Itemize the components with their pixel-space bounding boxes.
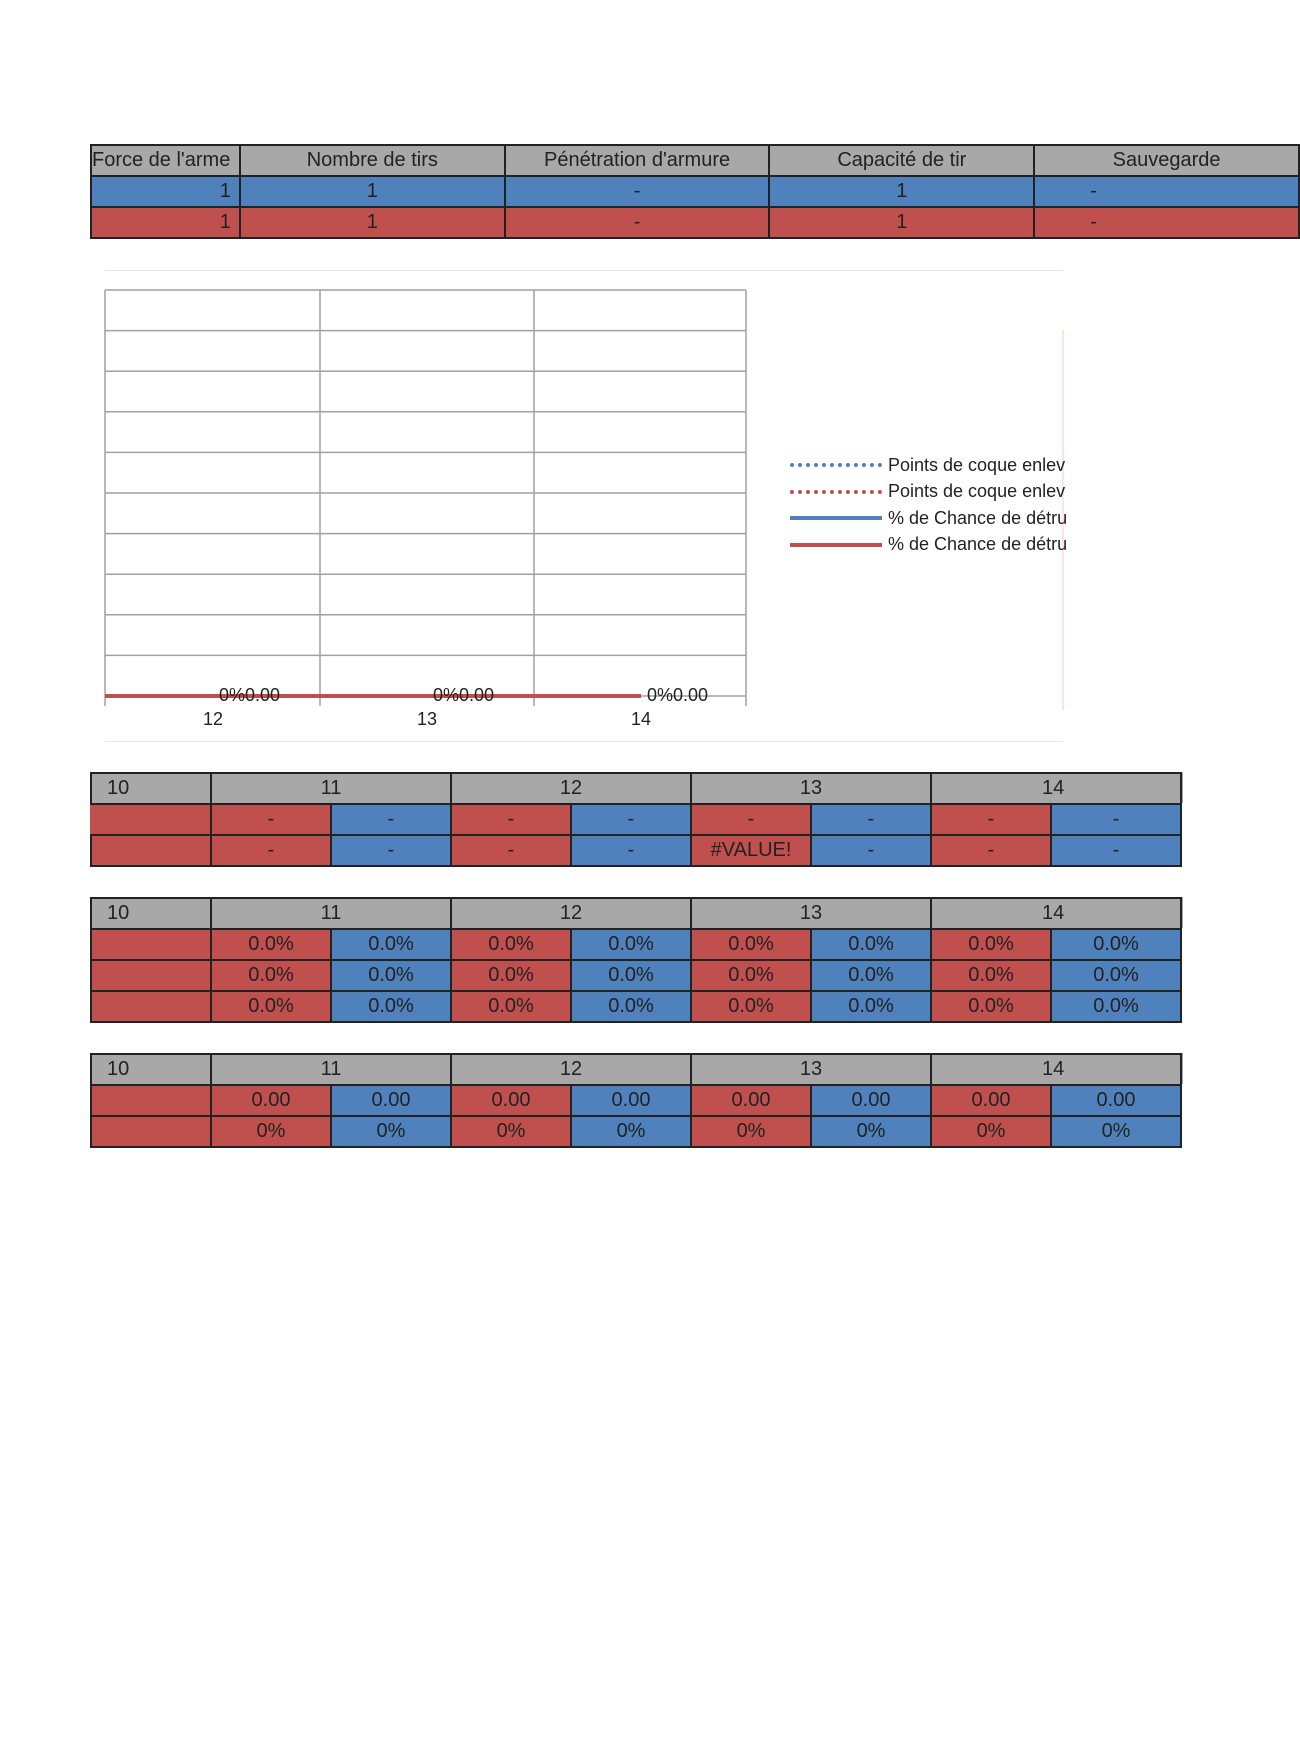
- table-cell: 0.00: [331, 1085, 451, 1116]
- header-cell: 13: [691, 1054, 931, 1085]
- table-cell: [91, 960, 211, 991]
- table-cell: -: [571, 804, 691, 835]
- table-cell: 0.0%: [571, 929, 691, 960]
- table-cell: 0%: [571, 1116, 691, 1147]
- header-cell: 10: [91, 773, 211, 804]
- table-cell: 0.0%: [331, 960, 451, 991]
- header-cell: Force de l'arme: [91, 145, 240, 176]
- table-cell: 0%: [451, 1116, 571, 1147]
- table-cell: 0.0%: [331, 929, 451, 960]
- table-cell: 0.00: [931, 1085, 1051, 1116]
- table-cell: 0.0%: [931, 960, 1051, 991]
- table-cell: 0.00: [1051, 1085, 1181, 1116]
- table-cell: 0%: [1051, 1116, 1181, 1147]
- table-cell: 0.00: [451, 1085, 571, 1116]
- header-cell: 12: [451, 773, 691, 804]
- table-cell: -: [211, 804, 331, 835]
- table-cell: 0.0%: [211, 929, 331, 960]
- table-cell: -: [811, 804, 931, 835]
- x-tick-label: 13: [416, 709, 438, 729]
- table-cell: 0.00: [571, 1085, 691, 1116]
- table4-header-row: [91, 1054, 1181, 1085]
- table-cell: -: [1051, 835, 1181, 866]
- legend-label: % de Chance de détru: [888, 507, 1068, 528]
- table-cell: 1: [240, 207, 505, 238]
- table-cell: 0.0%: [691, 991, 811, 1022]
- table4: [90, 1053, 1182, 1148]
- legend-item: [790, 505, 1068, 532]
- table-cell: -: [451, 804, 571, 835]
- table-cell: -: [505, 176, 770, 207]
- table-cell: 0.0%: [691, 929, 811, 960]
- table3-header-row: [91, 898, 1181, 929]
- table-cell: 0%: [211, 1116, 331, 1147]
- table-cell: -: [505, 207, 770, 238]
- table-cell: -: [1034, 207, 1299, 238]
- table-cell: [91, 991, 211, 1022]
- legend-swatch: [790, 463, 882, 467]
- legend-label: Points de coque enlev: [888, 454, 1066, 475]
- header-cell: 11: [211, 773, 451, 804]
- legend-item: [790, 479, 1066, 506]
- chart-gridlines: [105, 290, 746, 706]
- table-cell: 0.0%: [211, 991, 331, 1022]
- table-cell: 0%: [931, 1116, 1051, 1147]
- header-cell: 11: [211, 1054, 451, 1085]
- table-cell: 1: [769, 207, 1034, 238]
- table-row: [91, 1085, 1181, 1116]
- header-cell: 12: [451, 898, 691, 929]
- table-cell: -: [331, 804, 451, 835]
- table-cell: 0.0%: [931, 991, 1051, 1022]
- table-cell: 0%: [811, 1116, 931, 1147]
- table-cell: -: [931, 835, 1051, 866]
- legend-swatch: [790, 516, 882, 520]
- table3: [90, 897, 1182, 1023]
- header-cell: Sauvegarde: [1034, 145, 1299, 176]
- line-chart: [0, 0, 1241, 760]
- table-cell: 1: [91, 207, 240, 238]
- table-cell: 0%: [331, 1116, 451, 1147]
- table-cell: 0.0%: [1051, 929, 1181, 960]
- legend-label: Points de coque enlev: [888, 481, 1066, 502]
- table-cell: 0.0%: [811, 929, 931, 960]
- header-cell: 13: [691, 773, 931, 804]
- data-label: 0%0.00: [219, 685, 281, 705]
- data-label: 0%0.00: [647, 685, 709, 705]
- header-cell: 11: [211, 898, 451, 929]
- table-cell: 0.0%: [211, 960, 331, 991]
- table-cell: -: [1051, 804, 1181, 835]
- table-cell: 1: [240, 176, 505, 207]
- legend-item: [790, 532, 1068, 559]
- table-cell: 0%: [691, 1116, 811, 1147]
- table-cell: #VALUE!: [691, 835, 811, 866]
- table-cell: 0.0%: [811, 991, 931, 1022]
- table-cell: 0.0%: [451, 960, 571, 991]
- table-cell: -: [1034, 176, 1299, 207]
- data-label: 0%0.00: [433, 685, 495, 705]
- table-cell: 0.0%: [811, 960, 931, 991]
- table4-clip: [105, 1053, 1136, 1149]
- table-row: [91, 1116, 1181, 1147]
- table-cell: 1: [769, 176, 1034, 207]
- legend-swatch: [790, 543, 882, 547]
- header-cell: 14: [931, 1054, 1181, 1085]
- table-cell: [91, 804, 211, 835]
- table-cell: [91, 1085, 211, 1116]
- table-cell: 0.0%: [331, 991, 451, 1022]
- table-row: [91, 929, 1181, 960]
- table-cell: -: [691, 804, 811, 835]
- x-tick-label: 12: [202, 709, 224, 729]
- table-cell: [91, 835, 211, 866]
- table-cell: 0.0%: [1051, 960, 1181, 991]
- header-cell: 14: [931, 773, 1181, 804]
- table-cell: -: [931, 804, 1051, 835]
- table-row: [91, 991, 1181, 1022]
- table-cell: 0.0%: [571, 991, 691, 1022]
- chart-legend: [790, 452, 1068, 558]
- table-cell: [91, 929, 211, 960]
- table-cell: 0.00: [691, 1085, 811, 1116]
- table2: [90, 772, 1182, 867]
- legend-label: % de Chance de détru: [888, 534, 1068, 555]
- table2-clip: [105, 772, 1120, 868]
- table-cell: 0.0%: [451, 929, 571, 960]
- table-cell: -: [211, 835, 331, 866]
- header-cell: Capacité de tir: [769, 145, 1034, 176]
- table-cell: 0.0%: [451, 991, 571, 1022]
- table2-header-row: [91, 773, 1181, 804]
- table-cell: 1: [91, 176, 240, 207]
- x-tick-label: 14: [630, 709, 652, 729]
- table-cell: 0.0%: [691, 960, 811, 991]
- table-cell: -: [331, 835, 451, 866]
- table-cell: 0.0%: [931, 929, 1051, 960]
- header-cell: 14: [931, 898, 1181, 929]
- table-cell: -: [451, 835, 571, 866]
- table-row: [91, 804, 1181, 835]
- table-cell: 0.0%: [1051, 991, 1181, 1022]
- header-cell: 10: [91, 898, 211, 929]
- legend-swatch: [790, 490, 882, 494]
- table-cell: 0.00: [811, 1085, 931, 1116]
- header-cell: 10: [91, 1054, 211, 1085]
- table3-clip: [105, 897, 1139, 1025]
- table-cell: -: [811, 835, 931, 866]
- header-cell: Pénétration d'armure: [505, 145, 770, 176]
- table-cell: 0.0%: [571, 960, 691, 991]
- header-cell: 12: [451, 1054, 691, 1085]
- table-cell: 0.00: [211, 1085, 331, 1116]
- header-cell: Nombre de tirs: [240, 145, 505, 176]
- legend-item: [790, 452, 1066, 479]
- table-cell: [91, 1116, 211, 1147]
- table-row: [91, 960, 1181, 991]
- table-cell: -: [571, 835, 691, 866]
- table-row: [91, 835, 1181, 866]
- header-cell: 13: [691, 898, 931, 929]
